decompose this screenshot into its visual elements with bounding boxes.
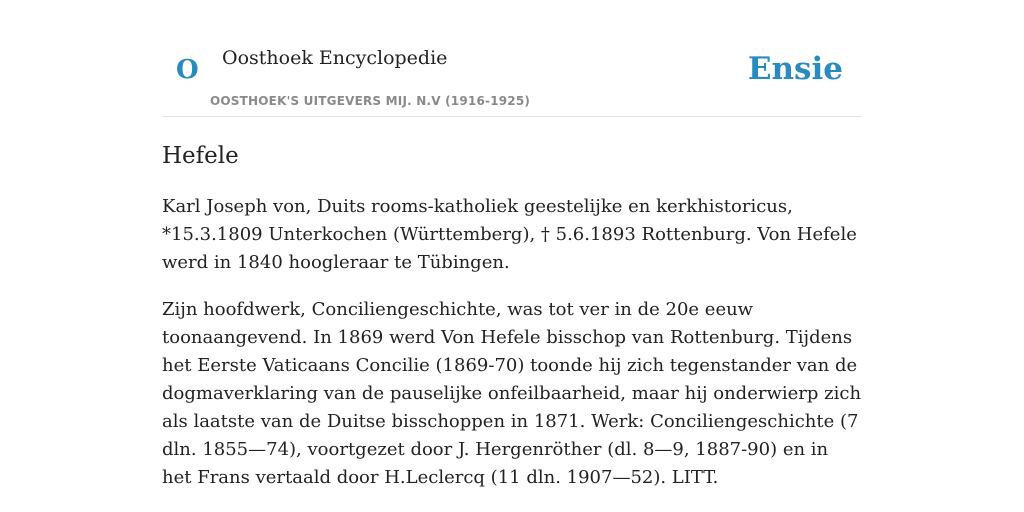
publisher-label: OOSTHOEK'S UITGEVERS MIJ. N.V (1916-1925) xyxy=(210,94,531,108)
ensie-brand-logo[interactable]: Ensie xyxy=(747,51,843,87)
page xyxy=(162,0,862,492)
site-header xyxy=(162,0,862,117)
encyclopedia-title-link[interactable]: Oosthoek Encyclopedie xyxy=(222,47,448,69)
article-paragraph-2: Zijn hoofdwerk, Conciliengeschichte, was tot ver in de 20e eeuw toonaangevend. In 1869 werd Von Hefele bisschop van Rottenburg. Tijdens het Eerste Vaticaans Concilie (1869-70) toonde hij zich tegenstander van de dogmaverklaring van de pauselijke onfeilbaarheid, maar hij onderwierp zich als laatste van de Duitse bisschoppen in 1871. Werk: Conciliengeschichte (7 dln. 1855—74), voortgezet door J. Hergenröther (dl. 8—9, 1887-90) en in het Frans vertaald door H.Leclercq (11 dln. 1907—52). LITT. xyxy=(162,299,862,488)
article-paragraph-1: Karl Joseph von, Duits rooms-katholiek geestelijke en kerkhistoricus, *15.3.1809 Unterkochen (Württemberg), † 5.6.1893 Rottenburg. Von Hefele werd in 1840 hoogleraar te Tübingen. xyxy=(162,196,857,273)
article-title: Hefele xyxy=(162,143,239,169)
oosthoek-logo[interactable]: O xyxy=(176,55,199,85)
